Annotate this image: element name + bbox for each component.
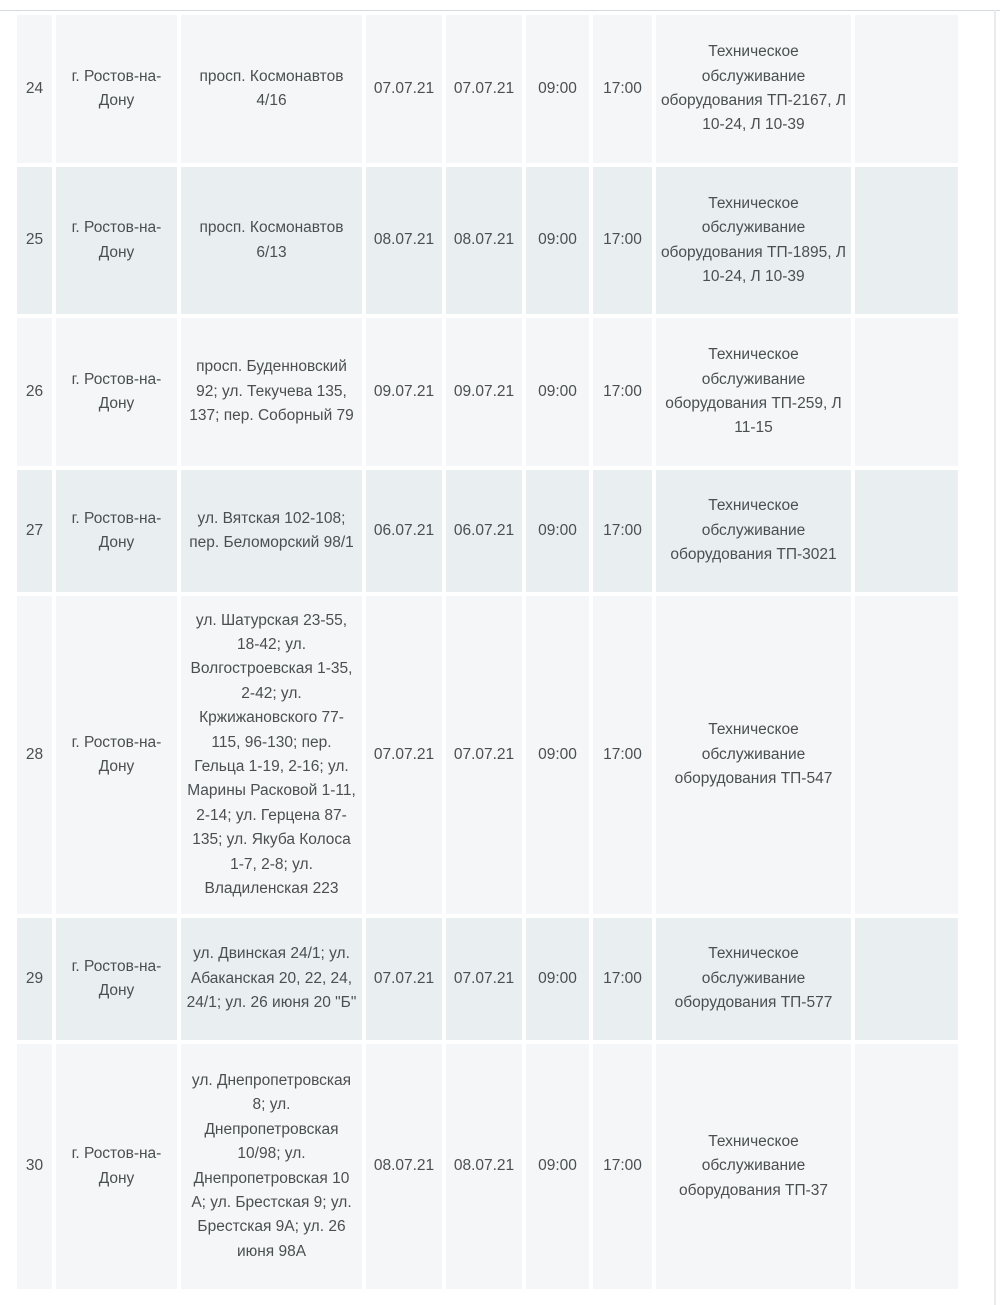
city-cell: г. Ростов-на-Дону bbox=[56, 318, 177, 466]
end-time-cell: 17:00 bbox=[593, 918, 652, 1040]
city-cell: г. Ростов-на-Дону bbox=[56, 596, 177, 914]
address-cell: ул. Вятская 102-108; пер. Беломорский 98/1 bbox=[181, 470, 362, 592]
start-date-cell: 09.07.21 bbox=[366, 318, 442, 466]
table-row bbox=[17, 1044, 958, 1289]
row-number: 26 bbox=[17, 318, 52, 466]
next-row-edge bbox=[13, 1300, 973, 1305]
row-number: 30 bbox=[17, 1044, 52, 1289]
city-cell: г. Ростов-на-Дону bbox=[56, 167, 177, 314]
end-time-cell: 17:00 bbox=[593, 167, 652, 314]
work-description-cell: Техническое обслуживание оборудования ТП-1895, Л 10-24, Л 10-39 bbox=[656, 167, 851, 314]
address-cell: просп. Космонавтов 4/16 bbox=[181, 15, 362, 163]
row-number: 25 bbox=[17, 167, 52, 314]
note-cell bbox=[855, 918, 958, 1040]
start-date-cell: 07.07.21 bbox=[366, 596, 442, 914]
end-time-cell: 17:00 bbox=[593, 15, 652, 163]
start-time-cell: 09:00 bbox=[526, 1044, 589, 1289]
start-date-cell: 07.07.21 bbox=[366, 918, 442, 1040]
note-cell bbox=[855, 15, 958, 163]
work-description-cell: Техническое обслуживание оборудования ТП-577 bbox=[656, 918, 851, 1040]
end-date-cell: 06.07.21 bbox=[446, 470, 522, 592]
end-date-cell: 08.07.21 bbox=[446, 1044, 522, 1289]
address-cell: ул. Двинская 24/1; ул. Абаканская 20, 22, 24, 24/1; ул. 26 июня 20 "Б" bbox=[181, 918, 362, 1040]
note-cell bbox=[855, 318, 958, 466]
start-time-cell: 09:00 bbox=[526, 167, 589, 314]
work-description-cell: Техническое обслуживание оборудования ТП-3021 bbox=[656, 470, 851, 592]
city-cell: г. Ростов-на-Дону bbox=[56, 1044, 177, 1289]
end-time-cell: 17:00 bbox=[593, 596, 652, 914]
note-cell bbox=[855, 470, 958, 592]
address-cell: просп. Буденновский 92; ул. Текучева 135, 137; пер. Соборный 79 bbox=[181, 318, 362, 466]
end-time-cell: 17:00 bbox=[593, 318, 652, 466]
start-time-cell: 09:00 bbox=[526, 918, 589, 1040]
note-cell bbox=[855, 167, 958, 314]
start-date-cell: 08.07.21 bbox=[366, 1044, 442, 1289]
address-cell: просп. Космонавтов 6/13 bbox=[181, 167, 362, 314]
start-time-cell: 09:00 bbox=[526, 596, 589, 914]
city-cell: г. Ростов-на-Дону bbox=[56, 918, 177, 1040]
start-date-cell: 06.07.21 bbox=[366, 470, 442, 592]
table-row bbox=[17, 318, 958, 466]
row-number: 29 bbox=[17, 918, 52, 1040]
table-row bbox=[17, 470, 958, 592]
row-number: 27 bbox=[17, 470, 52, 592]
address-cell: ул. Шатурская 23-55, 18-42; ул. Волгостроевская 1-35, 2-42; ул. Кржижановского 77-115, 96-130; пер. Гельца 1-19, 2-16; ул. Марины Расковой 1-11, 2-14; ул. Герцена 87-135; ул. Якуба Колоса 1-7, 2-8; ул. Владиленская 223 bbox=[181, 596, 362, 914]
work-description-cell: Техническое обслуживание оборудования ТП-2167, Л 10-24, Л 10-39 bbox=[656, 15, 851, 163]
start-time-cell: 09:00 bbox=[526, 470, 589, 592]
row-number: 28 bbox=[17, 596, 52, 914]
city-cell: г. Ростов-на-Дону bbox=[56, 15, 177, 163]
end-date-cell: 07.07.21 bbox=[446, 596, 522, 914]
note-cell bbox=[855, 596, 958, 914]
end-time-cell: 17:00 bbox=[593, 470, 652, 592]
end-time-cell: 17:00 bbox=[593, 1044, 652, 1289]
outage-schedule-table bbox=[13, 11, 962, 1293]
end-date-cell: 08.07.21 bbox=[446, 167, 522, 314]
end-date-cell: 07.07.21 bbox=[446, 918, 522, 1040]
end-date-cell: 09.07.21 bbox=[446, 318, 522, 466]
address-cell: ул. Днепропетровская 8; ул. Днепропетровская 10/98; ул. Днепропетровская 10 А; ул. Брестская 9; ул. Брестская 9А; ул. 26 июня 98А bbox=[181, 1044, 362, 1289]
note-cell bbox=[855, 1044, 958, 1289]
city-cell: г. Ростов-на-Дону bbox=[56, 470, 177, 592]
table-row bbox=[17, 15, 958, 163]
table-row bbox=[17, 918, 958, 1040]
end-date-cell: 07.07.21 bbox=[446, 15, 522, 163]
work-description-cell: Техническое обслуживание оборудования ТП-37 bbox=[656, 1044, 851, 1289]
start-date-cell: 07.07.21 bbox=[366, 15, 442, 163]
scrollbar-track[interactable] bbox=[994, 10, 996, 1305]
row-number: 24 bbox=[17, 15, 52, 163]
work-description-cell: Техническое обслуживание оборудования ТП-259, Л 11-15 bbox=[656, 318, 851, 466]
start-time-cell: 09:00 bbox=[526, 15, 589, 163]
start-time-cell: 09:00 bbox=[526, 318, 589, 466]
table-row bbox=[17, 167, 958, 314]
start-date-cell: 08.07.21 bbox=[366, 167, 442, 314]
work-description-cell: Техническое обслуживание оборудования ТП-547 bbox=[656, 596, 851, 914]
table-row bbox=[17, 596, 958, 914]
